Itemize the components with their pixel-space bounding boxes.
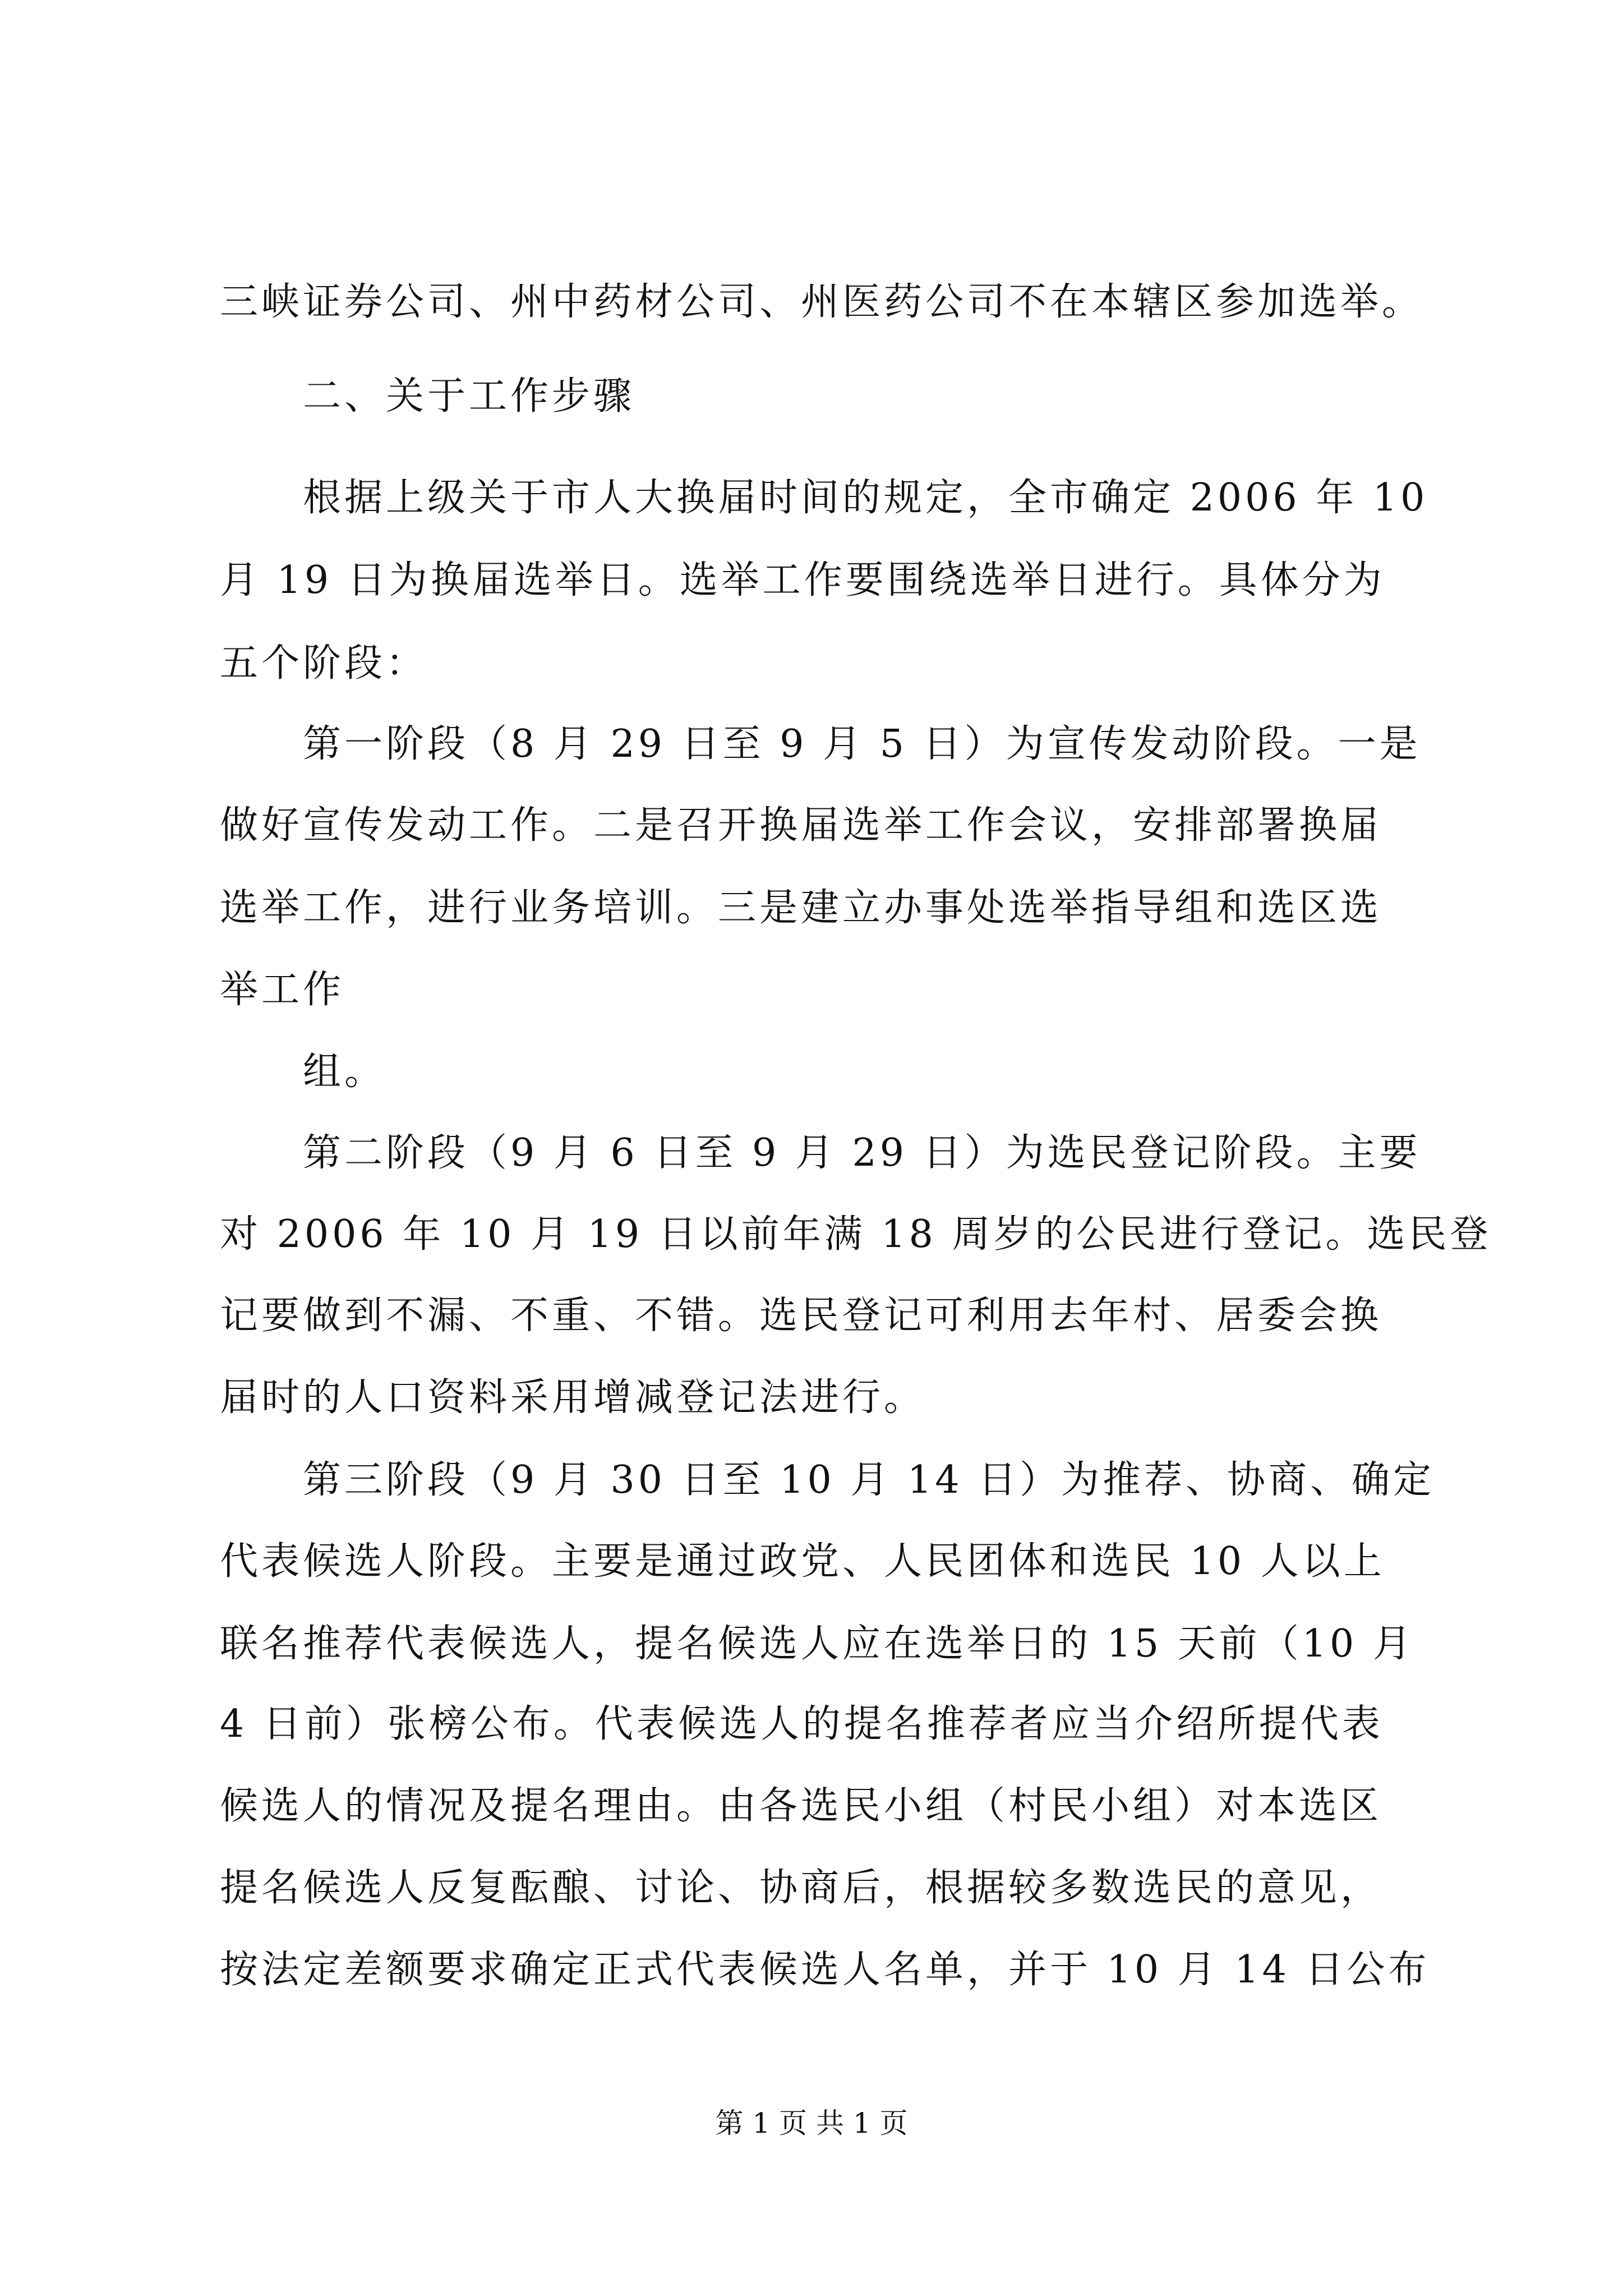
body-line-16: 代表候选人阶段。主要是通过政党、人民团体和选民 10 人以上	[220, 1539, 1385, 1584]
section-heading: 二、关于工作步骤	[303, 374, 635, 418]
body-line-14: 届时的人口资料采用增减登记法进行。	[220, 1375, 926, 1420]
body-line-1: 三峡证券公司、州中药材公司、州医药公司不在本辖区参加选举。	[220, 280, 1424, 324]
body-line-17: 联名推荐代表候选人，提名候选人应在选举日的 15 天前（10 月	[220, 1622, 1414, 1666]
body-line-10: 组。	[303, 1050, 386, 1094]
body-line-7: 做好宣传发动工作。二是召开换届选举工作会议，安排部署换届	[220, 803, 1382, 848]
body-line-18: 4 日前）张榜公布。代表候选人的提名推荐者应当介绍所提代表	[220, 1702, 1384, 1746]
body-line-13: 记要做到不漏、不重、不错。选民登记可利用去年村、居委会换	[220, 1294, 1382, 1338]
body-line-12: 对 2006 年 10 月 19 日以前年满 18 周岁的公民进行登记。选民登	[220, 1212, 1492, 1257]
body-line-8: 选举工作，进行业务培训。三是建立办事处选举指导组和选区选	[220, 886, 1382, 930]
body-line-21: 按法定差额要求确定正式代表候选人名单，并于 10 月 14 日公布	[220, 1948, 1430, 1992]
body-line-11: 第二阶段（9 月 6 日至 9 月 29 日）为选民登记阶段。主要	[303, 1131, 1421, 1175]
body-line-4: 月 19 日为换届选举日。选举工作要围绕选举日进行。具体分为	[220, 558, 1385, 602]
page-footer: 第 1 页 共 1 页	[715, 2107, 908, 2139]
body-line-5: 五个阶段：	[220, 641, 428, 685]
body-line-9: 举工作	[220, 968, 345, 1012]
body-line-19: 候选人的情况及提名理由。由各选民小组（村民小组）对本选区	[220, 1784, 1382, 1828]
body-line-6: 第一阶段（8 月 29 日至 9 月 5 日）为宣传发动阶段。一是	[303, 722, 1421, 766]
body-line-3: 根据上级关于市人大换届时间的规定，全市确定 2006 年 10	[303, 476, 1428, 520]
body-line-20: 提名候选人反复酝酿、讨论、协商后，根据较多数选民的意见，	[220, 1866, 1382, 1910]
body-line-15: 第三阶段（9 月 30 日至 10 月 14 日）为推荐、协商、确定	[303, 1458, 1435, 1502]
